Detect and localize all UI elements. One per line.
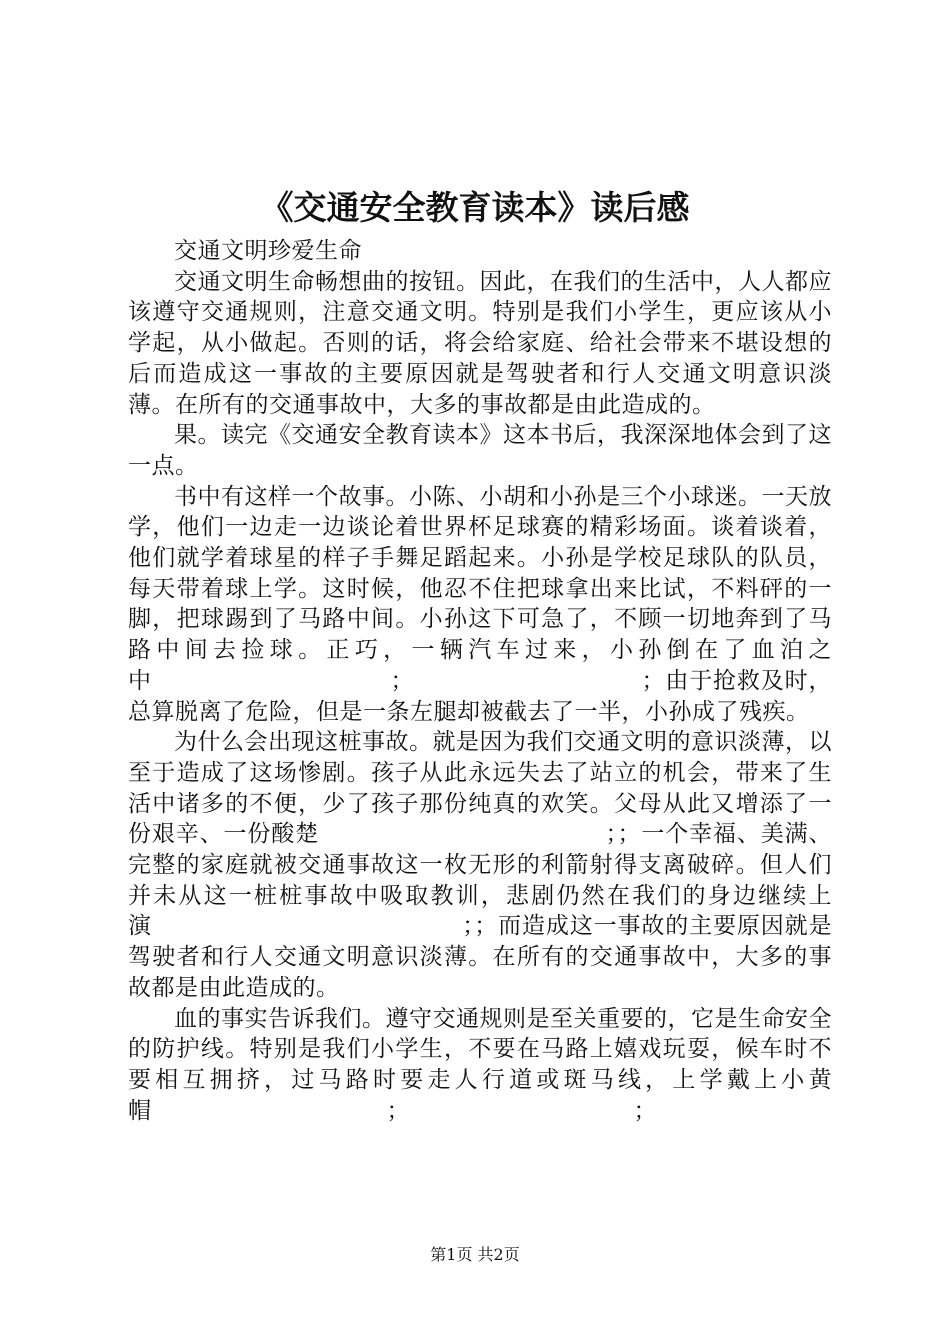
paragraph-subtitle: 交通文明珍爱生命 [174, 238, 362, 264]
document-title: 《交通安全教育读本》读后感 [260, 188, 690, 227]
paragraph-2: 果。读完《交通安全教育读本》这本书后，我深深地体会到了这一点。 [128, 422, 832, 479]
document-body [128, 236, 832, 1126]
paragraph-5: 血的事实告诉我们。遵守交通规则是至关重要的，它是生命安全的防护线。特别是我们小学生，不要在马路上嬉戏玩耍，候车时不要相互拥挤，过马路时要走人行道或斑马线，上学戴上小黄帽 ； ； [128, 1005, 832, 1124]
paragraph-4: 为什么会出现这桩事故。就是因为我们交通文明的意识淡薄，以至于造成了这场惨剧。孩子从此永远失去了站立的机会，带来了生活中诸多的不便，少了孩子那份纯真的欢笑。父母从此又增添了一份艰辛、一份酸楚 ；；一个幸福、美满、完整的家庭就被交通事故这一枚无形的利箭射得支离破碎。但人们并未从这一桩桩事故中吸取教训，悲剧仍然在我们的身边继续上演 ；；而造成这一事故的主要原因就是驾驶者和行人交通文明意识淡薄。在所有的交通事故中，大多的事故都是由此造成的。 [128, 729, 832, 1001]
page-number: 第1页 共2页 [430, 1245, 520, 1264]
paragraph-1: 交通文明生命畅想曲的按钮。因此，在我们的生活中，人人都应该遵守交通规则，注意交通文明。特别是我们小学生，更应该从小学起，从小做起。否则的话，将会给家庭、给社会带来不堪设想的后而造成这一事故的主要原因就是驾驶者和行人交通文明意识淡薄。在所有的交通事故中，大多的事故都是由此造成的。 [128, 268, 832, 418]
paragraph-3: 书中有这样一个故事。小陈、小胡和小孙是三个小球迷。一天放学，他们一边走一边谈论着世界杯足球赛的精彩场面。谈着谈着，他们就学着球星的样子手舞足蹈起来。小孙是学校足球队的队员，每天带着球上学。这时候，他忍不住把球拿出来比试，不料砰的一脚，把球踢到了马路中间。小孙这下可急了，不顾一切地奔到了马路中间去捡球。正巧，一辆汽车过来，小孙倒在了血泊之中 ； ；由于抢救及时，总算脱离了危险，但是一条左腿却被截去了一半，小孙成了残疾。 [128, 483, 832, 725]
